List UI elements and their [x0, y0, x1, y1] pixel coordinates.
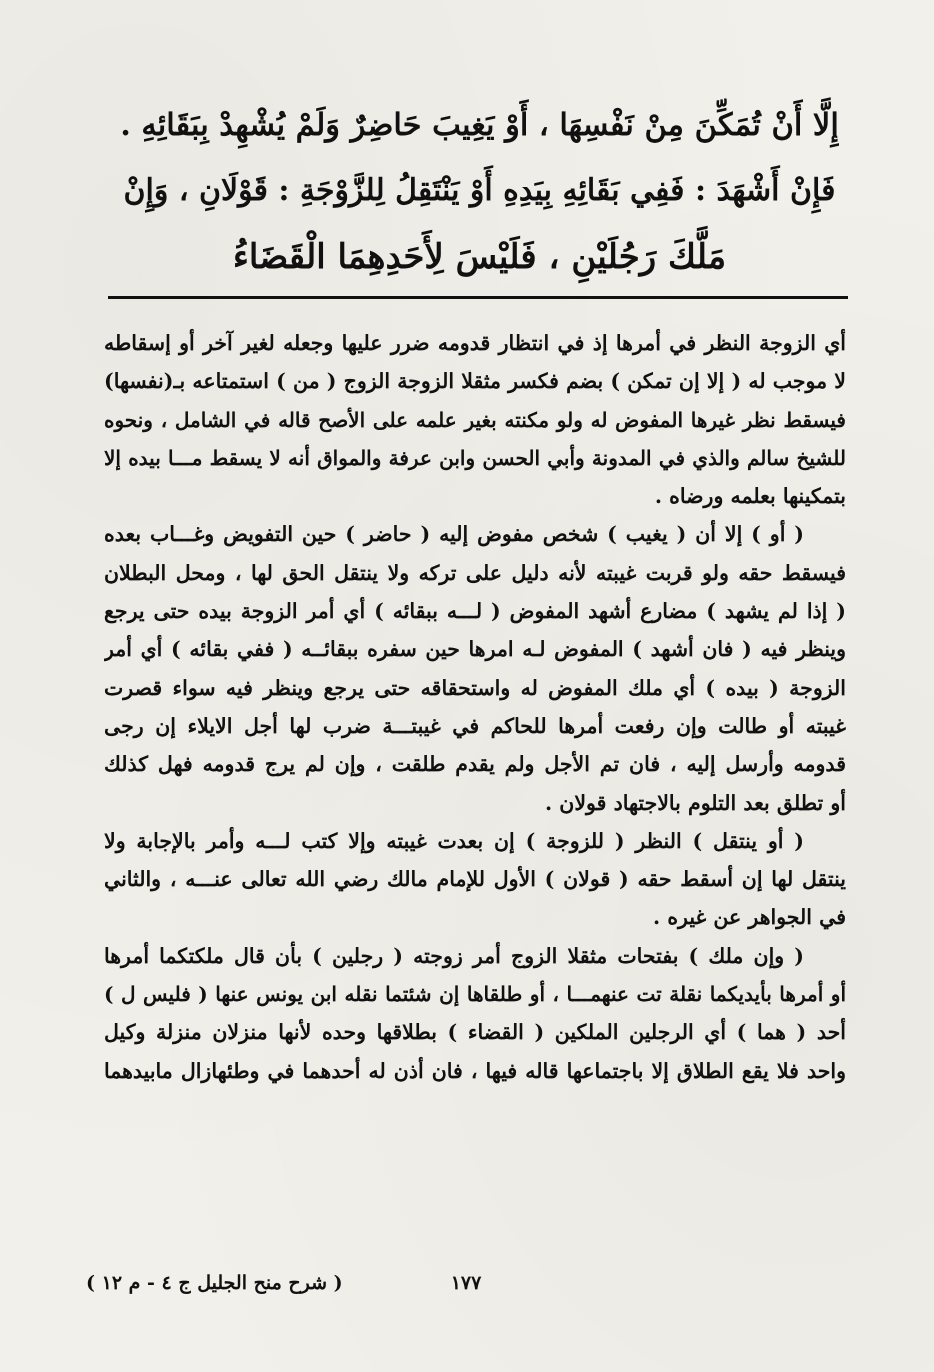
- commentary-line: في الجواهر عن غيره .: [653, 905, 846, 930]
- commentary-line: ينتقل لها إن أسقط حقه ( قولان ) الأول للإمام مالك رضي الله تعالى عنـــه ، والثاني: [104, 867, 846, 892]
- page-number: ١٧٧: [450, 1272, 482, 1294]
- commentary-line: أحد ( هما ) أي الرجلين الملكين ( القضاء ) بطلاقها وحده لأنها منزلان منزلة وكيل: [104, 1020, 846, 1045]
- book-signature-reference: ( شرح منح الجليل ج ٤ - م ١٢ ): [86, 1272, 343, 1294]
- commentary-line: واحد فلا يقع الطلاق إلا باجتماعها قاله فيها ، فان أذن له أحدهما في وطئهازال مابيدهما: [104, 1058, 846, 1083]
- commentary-line: أو أمرها بأيديكما نقلة تت عنهمـــا ، أو طلقاها إن شئتما نقله ابن يونس عنها ( فليس ل ): [104, 982, 846, 1007]
- commentary-line: لا موجب له ( إلا إن تمكن ) بضم فكسر مثقلا الزوجة الزوج ( من ) استمتاعه بـ(نفسها): [104, 369, 846, 394]
- commentary-line: ( وإن ملك ) بفتحات مثقلا الزوج أمر زوجته ( رجلين ) بأن قال ملكتكما أمرها: [104, 943, 804, 968]
- commentary-line: ( أو ينتقل ) النظر ( للزوجة ) إن بعدت غيبته وإلا كتب لـــه وأمر بالإجابة ولا: [104, 828, 804, 853]
- matn-text-block: [120, 92, 839, 290]
- commentary-line: وينظر فيه ( فان أشهد ) المفوض لـه امرها حين سفره ببقائــه ( ففي بقائه ) أي أمر: [104, 637, 846, 662]
- page-footer: [86, 1272, 846, 1302]
- commentary-line: الزوجة ( بيده ) أي ملك المفوض له واستحقاقه حتى يرجع وينظر فيه سواء قصرت: [104, 675, 846, 700]
- commentary-line: فيسقط حقه ولو قربت غيبته لأنه دليل على تركه ولا ينتقل الحق لها ، ومحل البطلان: [104, 560, 846, 585]
- matn-line: فَإِنْ أَشْهَدَ : فَفِي بَقَائِهِ بِيَدِهِ أَوْ يَنْتَقِلُ لِلزَّوْجَةِ : قَوْلَانِ ، وَإِنْ: [123, 173, 836, 208]
- commentary-line: غيبته أو طالت وإن رفعت أمرها للحاكم في غيبتـــة ضرب لها أجل الايلاء إن رجى: [104, 713, 846, 738]
- matn-line: مَلَّكَ رَجُلَيْنِ ، فَلَيْسَ لِأَحَدِهِمَا الْقَضَاءُ: [232, 237, 727, 277]
- commentary-line: أي الزوجة النظر في أمرها إذ في انتظار قدومه ضرر عليها وجعله لغير آخر أو إسقاطه: [104, 331, 846, 355]
- commentary-line: بتمكينها بعلمه ورضاه .: [654, 484, 846, 509]
- commentary-line: ( إذا لم يشهد ) مضارع أشهد المفوض ( لـــه ببقائه ) أي أمر الزوجة بيده حتى يرجع: [104, 599, 846, 624]
- matn-line: إِلَّا أَنْ تُمَكِّنَ مِنْ نَفْسِهَا ، أَوْ يَغِيبَ حَاضِرٌ وَلَمْ يُشْهِدْ بِبَقَائِهِ .: [120, 107, 839, 143]
- separator-rule: [108, 296, 848, 299]
- commentary-line: للشيخ سالم والذي في المدونة وأبي الحسن وابن عرفة والمواق أنه لا يسقط مـــا بيده إلا: [104, 445, 846, 470]
- commentary-line: أو تطلق بعد التلوم بالاجتهاد قولان .: [545, 790, 846, 815]
- commentary-line: ( أو ) إلا أن ( يغيب ) شخص مفوض إليه ( حاضر ) حين التفويض وغـــاب بعده: [104, 522, 804, 547]
- commentary-line: فيسقط نظر غيرها المفوض له ولو مكنته بغير علمه على الأصح قاله في الشامل ، ونحوه: [104, 407, 846, 432]
- commentary-line: قدومه وأرسل إليه ، فان تم الأجل ولم يقدم طلقت ، وإن لم يرج قدومه فهل كذلك: [104, 752, 846, 777]
- commentary-block: [104, 324, 846, 1090]
